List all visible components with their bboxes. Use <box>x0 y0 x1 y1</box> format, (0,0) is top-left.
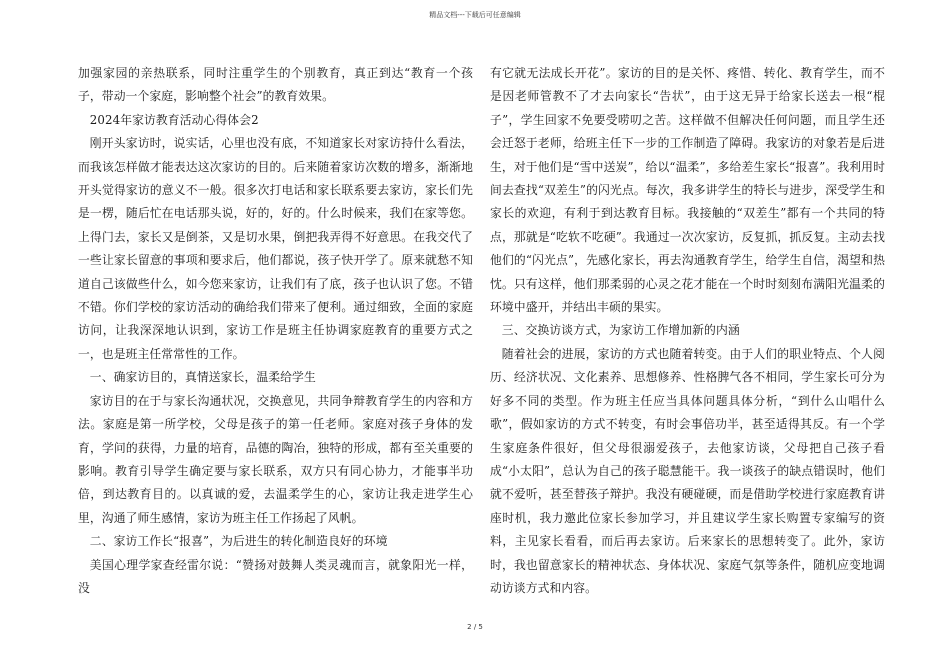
section-heading: 三、交换访谈方式，为家访工作增加新的内涵 <box>501 323 740 338</box>
section-title: 2024年家访教育活动心得体会2 <box>89 112 259 127</box>
left-column <box>78 62 473 600</box>
section-heading: 二、家访工作长“报喜”，为后进生的转化制造良好的环境 <box>89 534 388 549</box>
paragraph: 美国心理学家查经雷尔说：“赞扬对鼓舞人类灵魂而言，就象阳光一样，没 <box>78 557 473 595</box>
paragraph: 加强家园的亲热联系，同时注重学生的个别教育，真正到达“教育一个孩子，带动一个家庭，影响整个社会”的教育效果。 <box>78 66 473 104</box>
section-heading: 一、确家访目的，真情送家长，温柔给学生 <box>89 370 316 385</box>
right-column <box>490 62 885 600</box>
page-header: 精品文档---下载后可任意编辑 <box>429 11 521 19</box>
paragraph: 随着社会的进展，家访的方式也随着转变。由于人们的职业特点、个人阅历、经济状况、文化素养、思想修养、性格脾气各不相同，学生家长可分为好多不同的类型。作为班主任应当具体问题具体分析，“到什么山唱什么歌”，假如家访的方式不转变，有时会事倍功半，甚至适得其反。有一个学生家庭条件很好，但父母很溺爱孩子，去他家访谈，父母把自己孩子看成“小太阳”，总认为自己的孩子聪慧能干。我一谈孩子的缺点错误时，他们就不爱听，甚至替孩子辩护。我没有硬碰硬，而是借助学校进行家庭教育讲座时机，我力邀此位家长参加学习，并且建议学生家长购置专家编写的资料，主见家长看看，而后再去家访。后来家长的思想转变了。此外，家访时，我也留意家长的精神状态、身体状况、家庭气氛等条件，随机应变地调动访谈方式和内容。 <box>490 346 885 595</box>
paragraph: 有它就无法成长开花”。家访的目的是关怀、疼惜、转化、教育学生，而不是因老师管教不了才去向家长“告状”，由于这无异于给家长送去一根“棍子”，学生回家不免要受唠叨之苦。这样做不但解决任何问题，而且学生还会迁怒于老师，给班主任下一步的工作制造了障碍。我家访的对象若是后进生，对于他们是“雪中送炭”，给以“温柔”，多给差生家长“报喜”。我利用时间去查找“双差生”的闪光点。每次，我多讲学生的特长与进步，深受学生和家长的欢迎，有利于到达教育目标。我接触的“双差生”都有一个共同的特点，那就是“吃软不吃硬”。我通过一次次家访，反复抓，抓反复。主动去找他们的“闪光点”，先感化家长，再去沟通教育学生，给学生自信，渴望和热忱。只有这样，他们那柔弱的心灵之花才能在一个时时刻刻布满阳光温柔的环境中盛开，并结出丰硕的果实。 <box>490 66 885 315</box>
paragraph: 家访目的在于与家长沟通状况，交换意见，共同争辩教育学生的内容和方法。家庭是第一所学校，父母是孩子的第一任老师。家庭对孩子身体的发育，学问的获得，力量的培育，品德的陶冶，独特的形成，都有至关重要的影响。教育引导学生确定要与家长联系，双方只有同心协力，才能事半功倍，到达教育目的。以真诚的爱，去温柔学生的心，家访让我走进学生心里，沟通了师生感情，家访为班主任工作扬起了风帆。 <box>78 393 473 525</box>
page-number: 2 / 5 <box>467 623 483 631</box>
paragraph: 刚开头家访时，说实话，心里也没有底，不知道家长对家访持什么看法，而我该怎样做才能表达这次家访的目的。后来随着家访次数的增多，渐渐地开头觉得家访的意义不一般。很多次打电话和家长联系要去家访，家长们先是一楞，随后忙在电话那头说，好的，好的。什么时候来，我们在家等您。上得门去，家长又是倒茶，又是切水果，倒把我弄得不好意思。在我交代了一些让家长留意的事项和要求后，他们都说，孩子快开学了。原来就愁不知道自己该做些什么，如今您来家访，让我们有了底，孩子也认识了您。不错不错。你们学校的家访活动的确给我们带来了便利。通过细致，全面的家庭访问，让我深深地认识到，家访工作是班主任协调家庭教育的重要方式之一，也是班主任常常性的工作。 <box>78 136 473 361</box>
